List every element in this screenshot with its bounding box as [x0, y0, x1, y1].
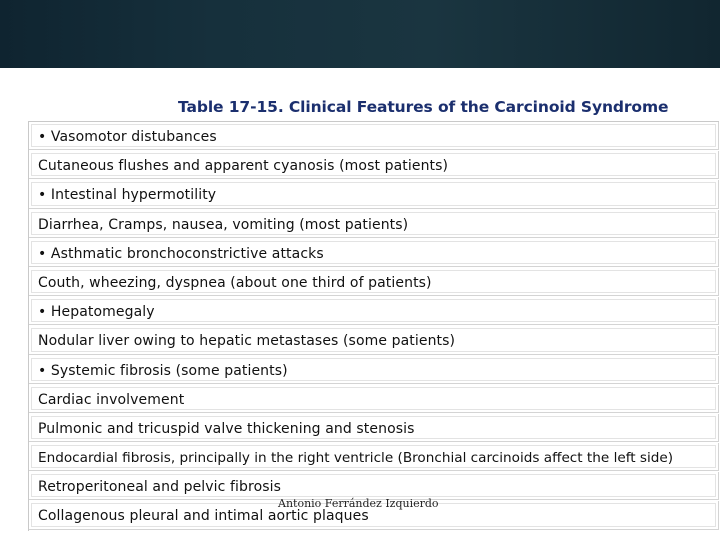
table-cell	[31, 474, 716, 497]
row-text: • Vasomotor distubances	[38, 129, 217, 145]
row-text: Cardiac involvement	[38, 391, 185, 408]
table-cell	[31, 153, 716, 176]
row-text: Endocardial fibrosis, principally in the right ventricle (Bronchial carcinoids affect the left side)	[38, 450, 674, 467]
row-text: Retroperitoneal and pelvic fibrosis	[38, 479, 282, 496]
table-row	[29, 239, 719, 267]
table-row	[29, 326, 719, 354]
slide-top-band	[0, 0, 720, 68]
row-text: Couth, wheezing, dyspnea (about one third of patients)	[38, 274, 432, 291]
table-title: Table 17-15. Clinical Features of the Carcinoid Syndrome	[178, 98, 669, 116]
table-cell	[31, 328, 716, 351]
table-row	[29, 151, 719, 179]
row-text: Pulmonic and tricuspid valve thickening and stenosis	[38, 420, 415, 437]
row-text: • Systemic fibrosis (some patients)	[38, 362, 288, 379]
table-cell	[31, 212, 716, 235]
table-row	[29, 385, 719, 413]
table-cell	[31, 182, 716, 205]
row-text: Nodular liver owing to hepatic metastases (some patients)	[38, 333, 456, 350]
table-row	[29, 414, 719, 442]
table-cell	[31, 416, 716, 439]
row-text: Cutaneous flushes and apparent cyanosis (most patients)	[38, 158, 449, 175]
footer-author: Antonio Ferrández Izquierdo	[278, 497, 439, 510]
table-cell	[31, 358, 716, 381]
table-row	[29, 297, 719, 325]
clinical-features-table	[28, 121, 719, 531]
row-text: • Asthmatic bronchoconstrictive attacks	[38, 245, 324, 262]
table-row	[29, 356, 719, 384]
row-text: • Intestinal hypermotility	[38, 187, 217, 204]
table-cell	[31, 124, 716, 147]
row-text: Collagenous pleural and intimal aortic plaques	[38, 508, 369, 525]
table-cell	[31, 299, 716, 322]
table-row	[29, 180, 719, 208]
table-cell	[31, 387, 716, 410]
table-row	[29, 268, 719, 296]
table-row	[29, 443, 719, 471]
table-cell	[31, 241, 716, 264]
row-text: • Hepatomegaly	[38, 304, 155, 321]
table-row	[29, 210, 719, 238]
table-row	[29, 122, 719, 150]
row-text: Diarrhea, Cramps, nausea, vomiting (most patients)	[38, 216, 409, 233]
table-cell	[31, 270, 716, 293]
table-cell	[31, 445, 716, 468]
